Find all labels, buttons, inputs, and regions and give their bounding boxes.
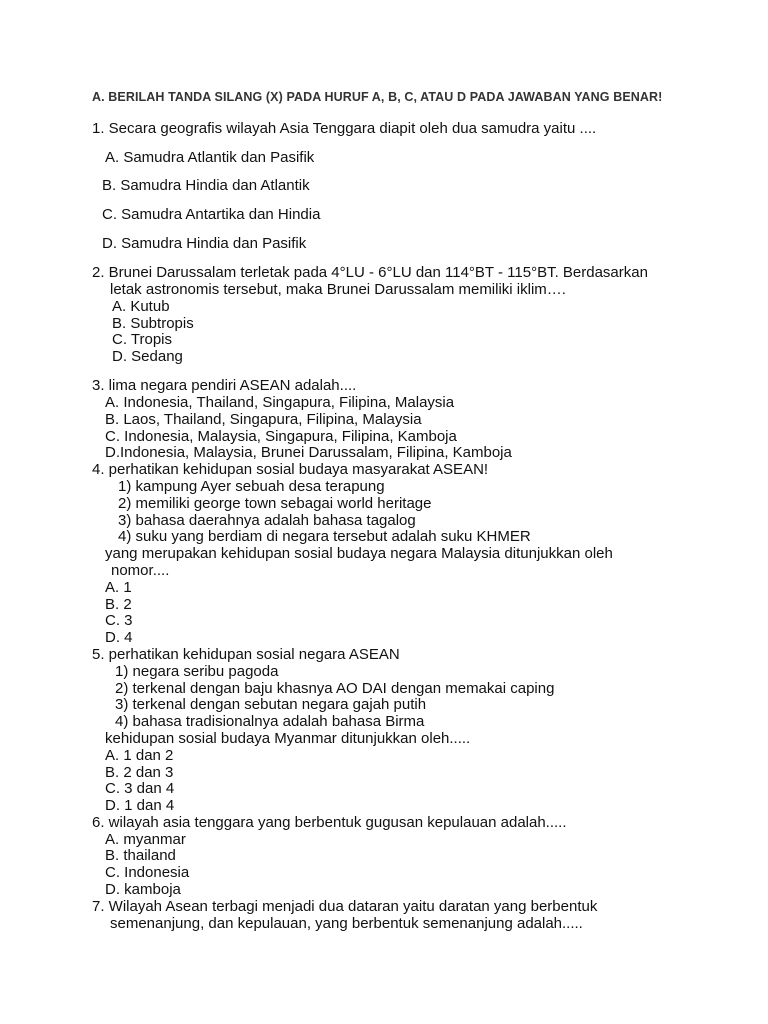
option-4c: C. 3 xyxy=(105,612,133,629)
question-2: 2. Brunei Darussalam terletak pada 4°LU - 6°LU dan 114°BT - 115°BT. Berdasarkan xyxy=(92,264,648,281)
question-4-prompt-cont: nomor.... xyxy=(111,562,170,579)
option-3c: C. Indonesia, Malaysia, Singapura, Filipina, Kamboja xyxy=(105,428,457,445)
option-4b: B. 2 xyxy=(105,596,132,613)
option-2b: B. Subtropis xyxy=(112,315,194,332)
option-1b: B. Samudra Hindia dan Atlantik xyxy=(102,177,310,194)
option-5c: C. 3 dan 4 xyxy=(105,780,175,797)
question-4: 4. perhatikan kehidupan sosial budaya masyarakat ASEAN! xyxy=(92,461,489,478)
option-4a: A. 1 xyxy=(105,579,132,596)
option-3d: D.Indonesia, Malaysia, Brunei Darussalam, Filipina, Kamboja xyxy=(105,444,512,461)
section-heading: A. BERILAH TANDA SILANG (X) PADA HURUF A, B, C, ATAU D PADA JAWABAN YANG BENAR! xyxy=(92,90,663,104)
option-6b: B. thailand xyxy=(105,847,176,864)
statement-4-3: 3) bahasa daerahnya adalah bahasa tagalog xyxy=(118,512,416,529)
option-1d: D. Samudra Hindia dan Pasifik xyxy=(102,235,307,252)
option-4d: D. 4 xyxy=(105,629,133,646)
question-5: 5. perhatikan kehidupan sosial negara ASEAN xyxy=(92,646,400,663)
question-7: 7. Wilayah Asean terbagi menjadi dua dataran yaitu daratan yang berbentuk xyxy=(92,898,598,915)
statement-5-2: 2) terkenal dengan baju khasnya AO DAI dengan memakai caping xyxy=(115,680,555,697)
question-6: 6. wilayah asia tenggara yang berbentuk gugusan kepulauan adalah..... xyxy=(92,814,567,831)
statement-5-1: 1) negara seribu pagoda xyxy=(115,663,279,680)
option-2a: A. Kutub xyxy=(112,298,170,315)
option-1a: A. Samudra Atlantik dan Pasifik xyxy=(105,149,315,166)
statement-4-1: 1) kampung Ayer sebuah desa terapung xyxy=(118,478,385,495)
question-3: 3. lima negara pendiri ASEAN adalah.... xyxy=(92,377,357,394)
option-2c: C. Tropis xyxy=(112,331,173,348)
question-4-prompt: yang merupakan kehidupan sosial budaya negara Malaysia ditunjukkan oleh xyxy=(105,545,613,562)
option-6a: A. myanmar xyxy=(105,831,186,848)
statement-4-2: 2) memiliki george town sebagai world heritage xyxy=(118,495,432,512)
question-5-prompt: kehidupan sosial budaya Myanmar ditunjukkan oleh..... xyxy=(105,730,471,747)
option-6c: C. Indonesia xyxy=(105,864,190,881)
option-6d: D. kamboja xyxy=(105,881,181,898)
question-2-cont: letak astronomis tersebut, maka Brunei Darussalam memiliki iklim…. xyxy=(110,281,566,298)
statement-4-4: 4) suku yang berdiam di negara tersebut adalah suku KHMER xyxy=(118,528,531,545)
option-5b: B. 2 dan 3 xyxy=(105,764,174,781)
question-7-cont: semenanjung, dan kepulauan, yang berbentuk semenanjung adalah..... xyxy=(110,915,583,932)
statement-5-4: 4) bahasa tradisionalnya adalah bahasa Birma xyxy=(115,713,425,730)
option-1c: C. Samudra Antartika dan Hindia xyxy=(102,206,321,223)
option-3b: B. Laos, Thailand, Singapura, Filipina, Malaysia xyxy=(105,411,422,428)
option-2d: D. Sedang xyxy=(112,348,183,365)
question-1: 1. Secara geografis wilayah Asia Tenggara diapit oleh dua samudra yaitu .... xyxy=(92,120,597,137)
statement-5-3: 3) terkenal dengan sebutan negara gajah putih xyxy=(115,696,427,713)
option-5d: D. 1 dan 4 xyxy=(105,797,175,814)
option-5a: A. 1 dan 2 xyxy=(105,747,174,764)
option-3a: A. Indonesia, Thailand, Singapura, Filipina, Malaysia xyxy=(105,394,455,411)
